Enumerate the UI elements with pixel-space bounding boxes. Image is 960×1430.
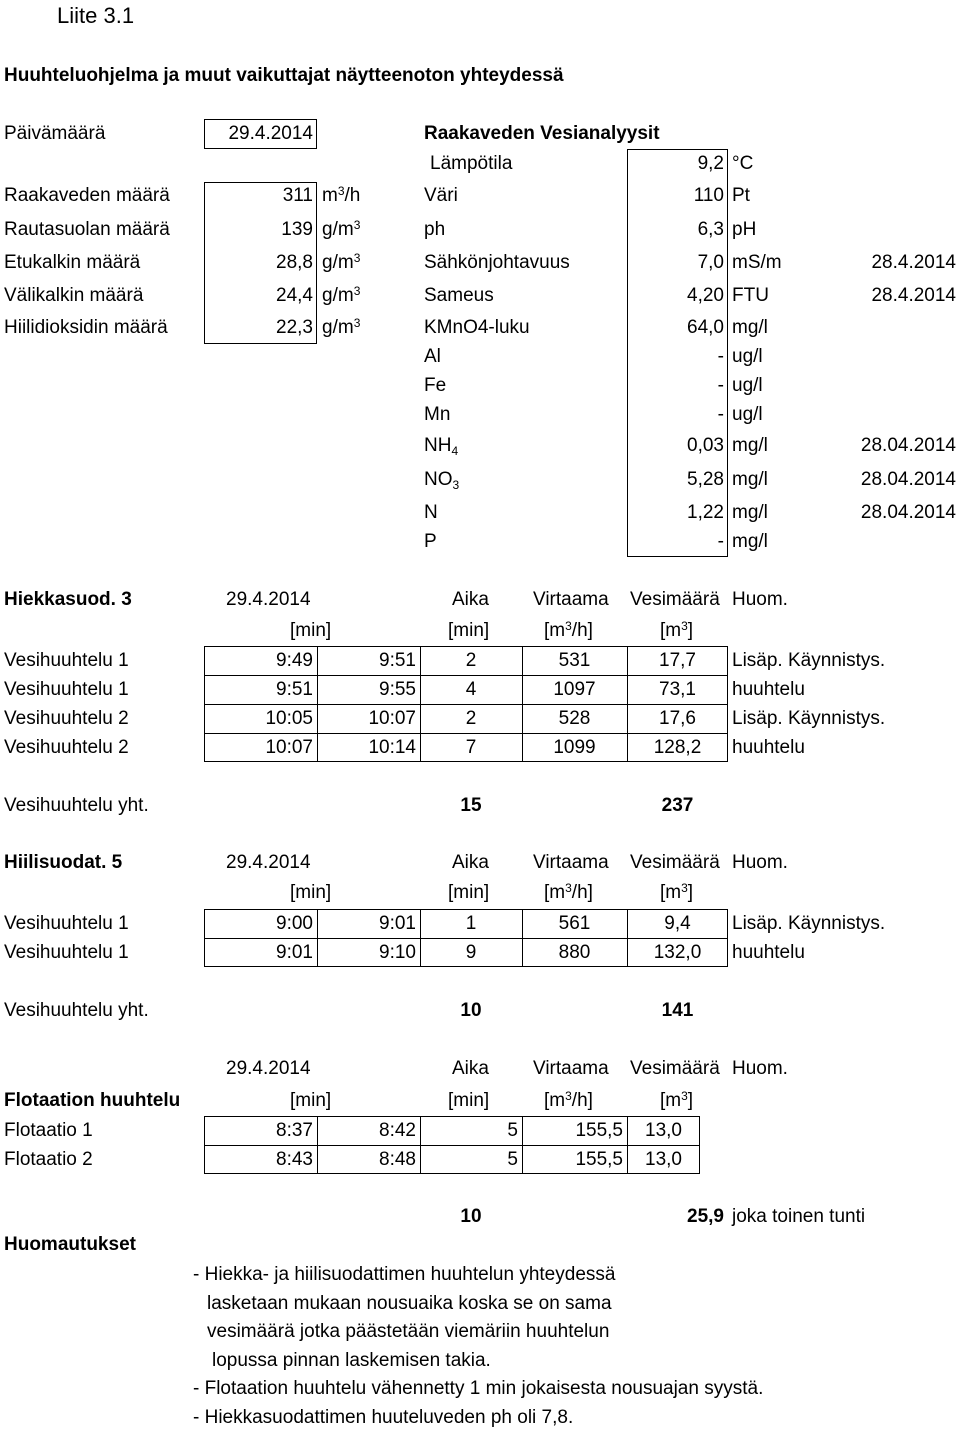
analysis-unit: Pt xyxy=(732,185,750,206)
unit-flow xyxy=(544,1090,593,1112)
cell-note: huuhtelu xyxy=(732,737,805,758)
cell-volume: 13,0 xyxy=(645,1120,682,1141)
left-row-label: Hiilidioksidin määrä xyxy=(4,317,168,338)
analysis-label: N xyxy=(424,502,438,523)
analysis-unit: mg/l xyxy=(732,469,768,490)
cell-time: 9 xyxy=(465,942,477,963)
col-header-volume: Vesimäärä xyxy=(630,1058,720,1079)
unit-min-1: [min] xyxy=(290,620,332,641)
cell-volume: 128,2 xyxy=(653,737,702,758)
cell-start: 9:01 xyxy=(276,942,313,963)
analysis-label: Lämpötila xyxy=(430,153,513,174)
analysis-label xyxy=(424,435,458,457)
analysis-value: 6,3 xyxy=(697,219,724,240)
row-divider xyxy=(204,675,728,676)
left-row-value: 28,8 xyxy=(276,252,313,273)
table-row-label: Vesihuuhtelu 2 xyxy=(4,737,129,758)
left-row-label: Välikalkin määrä xyxy=(4,285,144,306)
left-row-unit xyxy=(322,317,360,339)
analysis-date: 28.04.2014 xyxy=(860,435,956,456)
left-row-label: Raakaveden määrä xyxy=(4,185,170,206)
cell-volume: 13,0 xyxy=(645,1149,682,1170)
unit-min-2: [min] xyxy=(448,620,490,641)
page-title: Huuhteluohjelma ja muut vaikuttajat näytteenoton yhteydessä xyxy=(4,65,564,86)
unit-suffix: /h xyxy=(344,185,361,206)
analysis-unit: mg/l xyxy=(732,531,768,552)
table-row-label: Vesihuuhtelu 1 xyxy=(4,942,129,963)
analysis-value: 0,03 xyxy=(687,435,724,456)
unit-min-2: [min] xyxy=(448,882,490,903)
unit-flow-sup: 3 xyxy=(565,619,572,633)
unit-vol-a: [m xyxy=(660,882,682,903)
cell-note: Lisäp. Käynnistys. xyxy=(732,708,886,729)
attachment-label: Liite 3.1 xyxy=(57,3,135,28)
cell-note: huuhtelu xyxy=(732,942,805,963)
cell-start: 10:07 xyxy=(265,737,313,758)
cell-time: 1 xyxy=(465,913,477,934)
table-row-label: Vesihuuhtelu 1 xyxy=(4,679,129,700)
analysis-label: Fe xyxy=(424,375,447,396)
cell-flow: 528 xyxy=(558,708,591,729)
analysis-value: 5,28 xyxy=(687,469,724,490)
analysis-label: Sameus xyxy=(424,285,494,306)
analysis-unit: ug/l xyxy=(732,404,763,425)
total-volume: 25,9 xyxy=(687,1206,724,1227)
analysis-title: Raakaveden Vesianalyysit xyxy=(424,123,660,144)
section-date: 29.4.2014 xyxy=(226,852,311,873)
analysis-value: 1,22 xyxy=(687,502,724,523)
analysis-value: - xyxy=(717,375,724,396)
analysis-unit: mg/l xyxy=(732,435,768,456)
unit-text: g/m xyxy=(322,317,354,338)
unit-text: g/m xyxy=(322,252,354,273)
col-header-note: Huom. xyxy=(732,589,788,610)
row-divider xyxy=(204,733,728,734)
analysis-label: Väri xyxy=(424,185,458,206)
unit-vol-b: ] xyxy=(687,882,694,903)
col-header-volume: Vesimäärä xyxy=(630,589,720,610)
cell-end: 9:01 xyxy=(379,913,416,934)
cell-flow: 155,5 xyxy=(575,1149,623,1170)
unit-volume xyxy=(660,1090,693,1112)
cell-time: 5 xyxy=(507,1120,518,1141)
total-note: joka toinen tunti xyxy=(732,1206,866,1227)
cell-volume: 73,1 xyxy=(659,679,696,700)
analysis-unit: ug/l xyxy=(732,375,763,396)
unit-vol-b: ] xyxy=(687,620,694,641)
left-row-value: 139 xyxy=(281,219,313,240)
unit-sup: 3 xyxy=(353,316,361,330)
analysis-value: 9,2 xyxy=(697,153,724,174)
col-header-flow: Virtaama xyxy=(533,852,609,873)
cell-start: 10:05 xyxy=(265,708,313,729)
analysis-unit: pH xyxy=(732,219,757,240)
table-row-label: Vesihuuhtelu 1 xyxy=(4,913,129,934)
left-row-value: 22,3 xyxy=(276,317,313,338)
cell-end: 8:42 xyxy=(379,1120,416,1141)
cell-note: Lisäp. Käynnistys. xyxy=(732,913,886,934)
col-header-note: Huom. xyxy=(732,852,788,873)
unit-min-1: [min] xyxy=(290,1090,332,1111)
cell-end: 8:48 xyxy=(379,1149,416,1170)
col-header-flow: Virtaama xyxy=(533,1058,609,1079)
section-date: 29.4.2014 xyxy=(226,1058,311,1079)
analysis-label: P xyxy=(424,531,437,552)
cell-end: 10:14 xyxy=(368,737,416,758)
analysis-unit: FTU xyxy=(732,285,769,306)
unit-sup: 3 xyxy=(353,218,361,232)
cell-flow: 1097 xyxy=(553,679,596,700)
unit-flow xyxy=(544,882,593,904)
cell-volume: 9,4 xyxy=(664,913,691,934)
total-label: Vesihuuhtelu yht. xyxy=(4,795,149,816)
note-line: vesimäärä jotka päästetään viemäriin huuhtelun xyxy=(207,1321,610,1342)
table-row-label: Vesihuuhtelu 2 xyxy=(4,708,129,729)
cell-note: Lisäp. Käynnistys. xyxy=(732,650,886,671)
analysis-date: 28.4.2014 xyxy=(871,252,956,273)
note-line: lasketaan mukaan nousuaika koska se on sama xyxy=(207,1293,612,1314)
cell-start: 9:51 xyxy=(276,679,313,700)
col-header-volume: Vesimäärä xyxy=(630,852,720,873)
col-header-note: Huom. xyxy=(732,1058,788,1079)
analysis-value: 110 xyxy=(693,185,724,206)
cell-flow: 1099 xyxy=(553,737,596,758)
cell-start: 9:49 xyxy=(276,650,313,671)
unit-volume xyxy=(660,882,693,904)
col-header-flow: Virtaama xyxy=(533,589,609,610)
cell-time: 7 xyxy=(465,737,477,758)
cell-end: 9:51 xyxy=(379,650,416,671)
total-time: 15 xyxy=(460,795,482,816)
cell-end: 9:55 xyxy=(379,679,416,700)
analysis-unit: °C xyxy=(732,153,754,174)
unit-min-2: [min] xyxy=(448,1090,490,1111)
unit-text: m xyxy=(322,185,338,206)
section-title: Hiekkasuod. 3 xyxy=(4,589,132,610)
cell-flow: 155,5 xyxy=(575,1120,623,1141)
left-row-label: Rautasuolan määrä xyxy=(4,219,170,240)
row-divider xyxy=(204,938,728,939)
analysis-value: - xyxy=(717,531,724,552)
left-row-label: Etukalkin määrä xyxy=(4,252,141,273)
analysis-label xyxy=(424,469,459,491)
analysis-date: 28.4.2014 xyxy=(871,285,956,306)
cell-time: 4 xyxy=(465,679,477,700)
unit-volume xyxy=(660,620,693,642)
analysis-label: ph xyxy=(424,219,446,240)
cell-flow: 531 xyxy=(558,650,591,671)
cell-volume: 17,6 xyxy=(659,708,696,729)
row-divider xyxy=(204,704,728,705)
unit-sup: 3 xyxy=(353,284,361,298)
analysis-unit: ug/l xyxy=(732,346,763,367)
analysis-label-text: NH xyxy=(424,435,452,456)
cell-end: 9:10 xyxy=(379,942,416,963)
unit-flow-b: /h] xyxy=(571,620,593,641)
cell-volume: 132,0 xyxy=(653,942,702,963)
unit-flow-sup: 3 xyxy=(565,881,572,895)
unit-min-1: [min] xyxy=(290,882,332,903)
left-row-unit xyxy=(322,219,360,241)
analysis-date: 28.04.2014 xyxy=(860,502,956,523)
unit-vol-a: [m xyxy=(660,1090,682,1111)
analysis-value: 64,0 xyxy=(687,317,724,338)
unit-flow-b: /h] xyxy=(571,1090,593,1111)
analysis-value: 4,20 xyxy=(687,285,724,306)
unit-sup: 3 xyxy=(337,184,345,198)
total-volume: 141 xyxy=(661,1000,694,1021)
analysis-label: Al xyxy=(424,346,441,367)
cell-time: 2 xyxy=(465,650,477,671)
unit-text: g/m xyxy=(322,285,354,306)
unit-flow-a: [m xyxy=(544,882,566,903)
cell-start: 8:43 xyxy=(276,1149,313,1170)
total-time: 10 xyxy=(460,1206,482,1227)
section-date: 29.4.2014 xyxy=(226,589,311,610)
total-time: 10 xyxy=(460,1000,482,1021)
cell-time: 2 xyxy=(465,708,477,729)
total-label: Vesihuuhtelu yht. xyxy=(4,1000,149,1021)
note-line: - Hiekkasuodattimen huuteluveden ph oli 7,8. xyxy=(193,1407,574,1428)
note-line: - Flotaation huuhtelu vähennetty 1 min jokaisesta nousuajan syystä. xyxy=(193,1378,764,1399)
cell-start: 9:00 xyxy=(276,913,313,934)
analysis-unit: mg/l xyxy=(732,317,768,338)
unit-vol-sup: 3 xyxy=(681,619,688,633)
analysis-label-sub: 3 xyxy=(452,478,460,492)
analysis-date: 28.04.2014 xyxy=(860,469,956,490)
unit-flow xyxy=(544,620,593,642)
unit-vol-sup: 3 xyxy=(681,1089,688,1103)
cell-flow: 561 xyxy=(558,913,591,934)
analysis-unit: mS/m xyxy=(732,252,782,273)
unit-vol-b: ] xyxy=(687,1090,694,1111)
left-row-value: 24,4 xyxy=(276,285,313,306)
note-line: - Hiekka- ja hiilisuodattimen huuhtelun yhteydessä xyxy=(193,1264,616,1285)
flotation-title: Flotaation huuhtelu xyxy=(4,1090,181,1111)
date-value: 29.4.2014 xyxy=(228,123,313,144)
left-row-unit xyxy=(322,185,360,207)
notes-title: Huomautukset xyxy=(4,1234,136,1255)
analysis-unit: mg/l xyxy=(732,502,768,523)
analysis-label: Mn xyxy=(424,404,451,425)
row-divider xyxy=(204,1145,700,1146)
cell-flow: 880 xyxy=(558,942,591,963)
table-row-label: Vesihuuhtelu 1 xyxy=(4,650,129,671)
cell-note: huuhtelu xyxy=(732,679,805,700)
cell-volume: 17,7 xyxy=(659,650,696,671)
left-row-value: 311 xyxy=(282,185,313,206)
left-row-unit xyxy=(322,252,360,274)
analysis-label-text: NO xyxy=(424,469,453,490)
unit-sup: 3 xyxy=(353,251,361,265)
total-volume: 237 xyxy=(661,795,694,816)
unit-vol-a: [m xyxy=(660,620,682,641)
analysis-label: KMnO4-luku xyxy=(424,317,530,338)
section-title: Hiilisuodat. 5 xyxy=(4,852,123,873)
analysis-label-sub: 4 xyxy=(451,444,459,458)
table-row-label: Flotaatio 1 xyxy=(4,1120,93,1141)
unit-flow-sup: 3 xyxy=(565,1089,572,1103)
unit-flow-a: [m xyxy=(544,620,566,641)
unit-flow-b: /h] xyxy=(571,882,593,903)
unit-text: g/m xyxy=(322,219,354,240)
unit-vol-sup: 3 xyxy=(681,881,688,895)
cell-time: 5 xyxy=(507,1149,518,1170)
analysis-value: - xyxy=(717,346,724,367)
analysis-label: Sähkönjohtavuus xyxy=(424,252,570,273)
table-row-label: Flotaatio 2 xyxy=(4,1149,93,1170)
analysis-value: - xyxy=(717,404,724,425)
note-line: lopussa pinnan laskemisen takia. xyxy=(212,1350,491,1371)
col-header-time: Aika xyxy=(452,1058,489,1079)
date-label: Päivämäärä xyxy=(4,123,106,144)
col-header-time: Aika xyxy=(452,852,489,873)
analysis-value: 7,0 xyxy=(697,252,724,273)
cell-start: 8:37 xyxy=(276,1120,313,1141)
cell-end: 10:07 xyxy=(368,708,416,729)
left-row-unit xyxy=(322,285,360,307)
unit-flow-a: [m xyxy=(544,1090,566,1111)
col-header-time: Aika xyxy=(452,589,489,610)
